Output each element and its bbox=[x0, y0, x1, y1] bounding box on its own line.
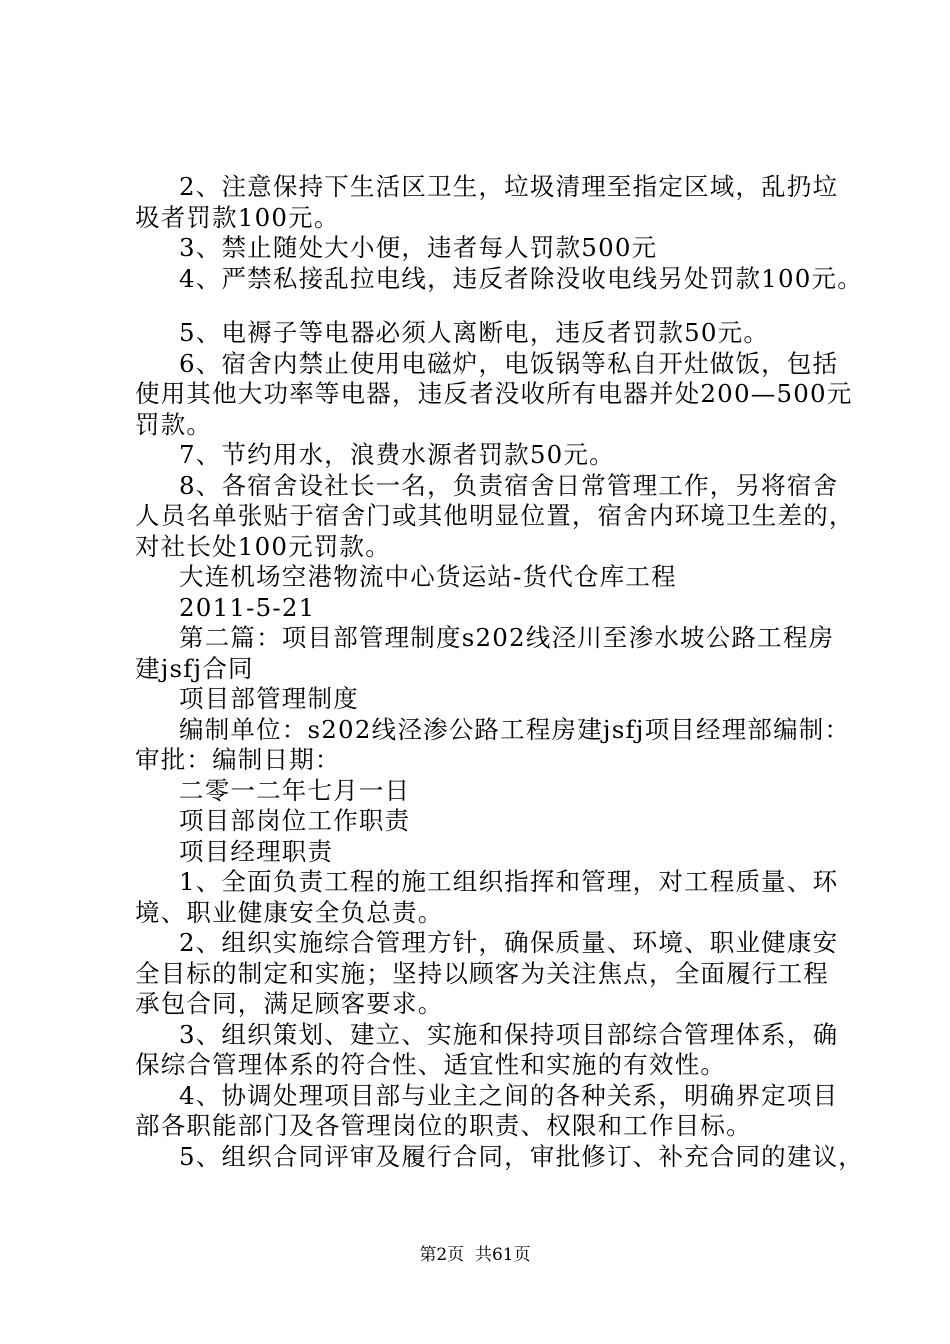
paragraph-line: 境、职业健康安全负总责。 bbox=[135, 897, 444, 927]
paragraph-line: 2、组织实施综合管理方针，确保质量、环境、职业健康安 bbox=[179, 928, 839, 957]
paragraph-line: 使用其他大功率等电器，违反者没收所有电器并处200—500元 bbox=[135, 379, 853, 408]
section-heading-line: 第二篇：项目部管理制度s202线泾川至渗水坡公路工程房 bbox=[179, 623, 835, 652]
paragraph-line: 保综合管理体系的符合性、适宜性和实施的有效性。 bbox=[135, 1050, 727, 1079]
paragraph-line: 全目标的制定和实施；坚持以顾客为关注焦点，全面履行工程 bbox=[135, 958, 829, 988]
paragraph-gap bbox=[135, 294, 835, 318]
paragraph-line: 4、协调处理项目部与业主之间的各种关系，明确界定项目 bbox=[179, 1080, 839, 1110]
page-number-footer: 第2页 共61页 bbox=[419, 1245, 531, 1265]
paragraph-line: 2、注意保持下生活区卫生，垃圾清理至指定区域，乱扔垃 bbox=[179, 172, 839, 201]
paragraph-line: 审批：编制日期： bbox=[135, 745, 341, 774]
paragraph-line: 罚款。 bbox=[135, 409, 213, 439]
date-line: 2011-5-21 bbox=[179, 592, 316, 622]
paragraph-line: 项目部岗位工作职责 bbox=[179, 806, 411, 835]
paragraph-line: 1、全面负责工程的施工组织指挥和管理，对工程质量、环 bbox=[179, 867, 839, 896]
paragraph-line: 7、节约用水，浪费水源者罚款50元。 bbox=[179, 440, 615, 469]
paragraph-line: 圾者罚款100元。 bbox=[135, 202, 340, 232]
paragraph-line: 8、各宿舍设社长一名，负责宿舍日常管理工作，另将宿舍 bbox=[179, 470, 839, 500]
paragraph-line: 承包合同，满足顾客要求。 bbox=[135, 989, 444, 1018]
project-name-line: 大连机场空港物流中心货运站-货代仓库工程 bbox=[179, 562, 677, 591]
paragraph-line: 6、宿舍内禁止使用电磁炉，电饭锅等私自开灶做饭，包括 bbox=[179, 348, 839, 378]
paragraph-line: 4、严禁私接乱拉电线，违反者除没收电线另处罚款100元。 bbox=[179, 263, 863, 293]
paragraph-line: 人员名单张贴于宿舍门或其他明显位置，宿舍内环境卫生差的， bbox=[135, 501, 855, 530]
paragraph-line: 编制单位：s202线泾渗公路工程房建jsfj项目经理部编制： bbox=[179, 714, 851, 744]
paragraph-line: 项目经理职责 bbox=[179, 836, 334, 866]
paragraph-line: 对社长处100元罚款。 bbox=[135, 531, 391, 561]
document-body bbox=[135, 172, 864, 1172]
paragraph-line: 二零一二年七月一日 bbox=[179, 775, 411, 805]
paragraph-line: 3、禁止随处大小便，违者每人罚款500元 bbox=[179, 233, 658, 262]
paragraph-line: 部各职能部门及各管理岗位的职责、权限和工作目标。 bbox=[135, 1111, 752, 1140]
paragraph-line: 3、组织策划、建立、实施和保持项目部综合管理体系，确 bbox=[179, 1019, 839, 1049]
section-heading-line: 建jsfj合同 bbox=[135, 653, 254, 683]
paragraph-line: 项目部管理制度 bbox=[179, 684, 359, 713]
paragraph-line: 5、电褥子等电器必须人离断电，违反者罚款50元。 bbox=[179, 318, 770, 347]
paragraph-line: 5、组织合同评审及履行合同，审批修订、补充合同的建议， bbox=[179, 1141, 864, 1171]
